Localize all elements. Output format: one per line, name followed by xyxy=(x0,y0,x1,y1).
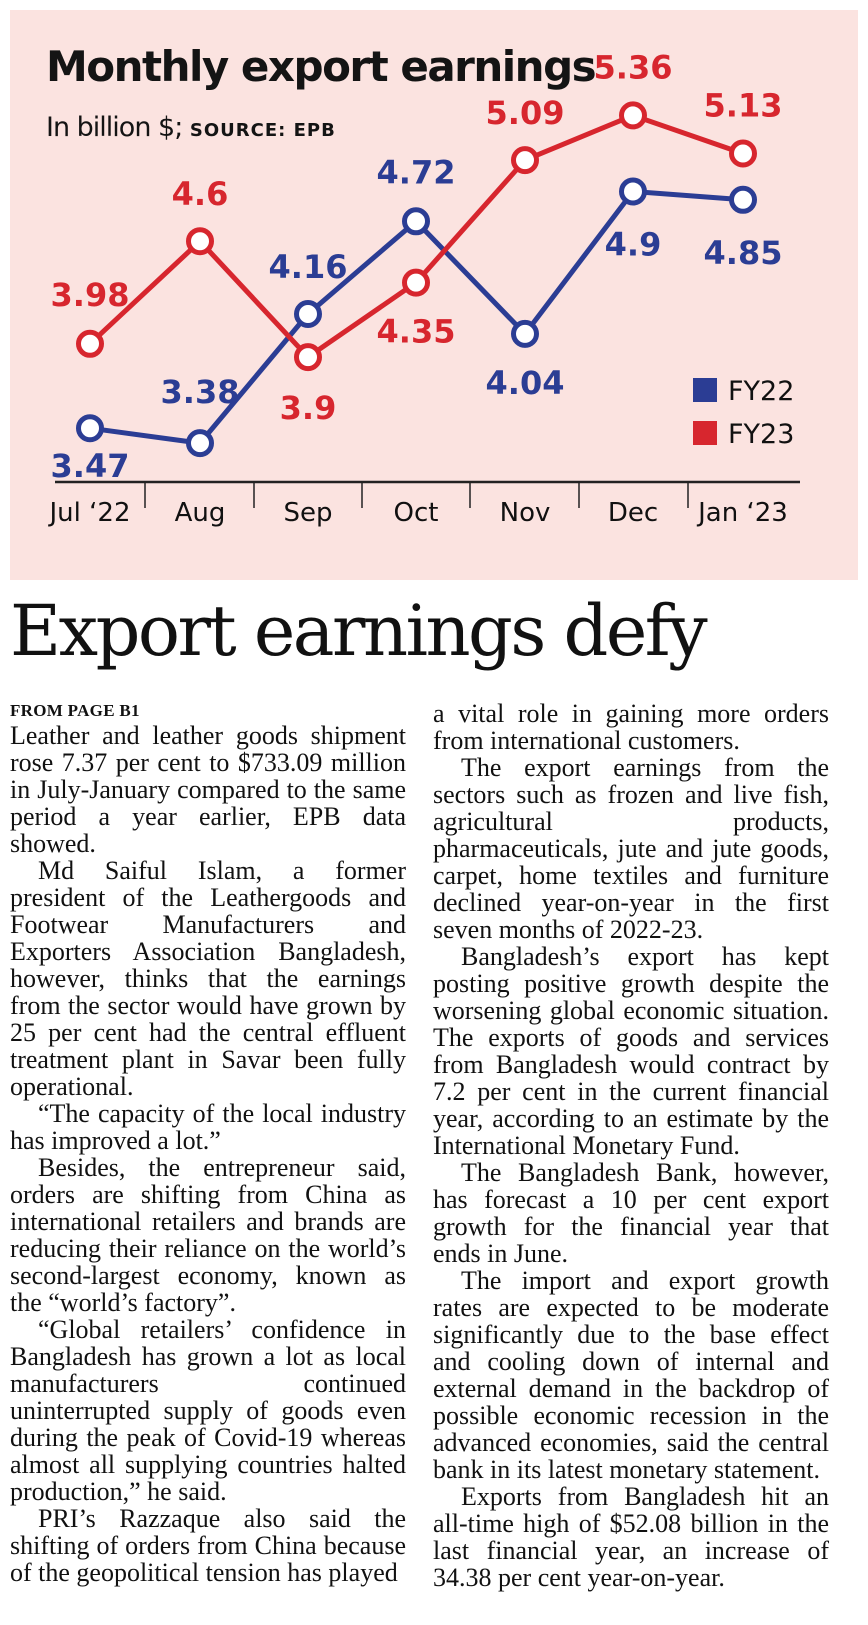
headline: Export earnings defy xyxy=(10,590,706,672)
data-point-fy23 xyxy=(189,230,212,253)
x-tick-label: Nov xyxy=(499,498,551,528)
paragraph: The import and export growth rates are expected to be moderate significantly due to the base effect and cooling down of internal and external demand in the backdrop of possible economic recession in the advanced economies, said the central bank in its latest monetary statement. xyxy=(433,1266,829,1484)
data-point-fy23 xyxy=(622,104,645,127)
data-label-fy23: 5.13 xyxy=(703,86,783,125)
data-label-fy23: 3.9 xyxy=(279,389,337,428)
data-label-fy22: 4.85 xyxy=(703,233,783,272)
article-column-left xyxy=(10,700,406,1586)
data-point-fy23 xyxy=(79,332,102,355)
data-point-fy22 xyxy=(297,303,320,326)
legend-swatch-fy22 xyxy=(693,378,717,402)
data-point-fy22 xyxy=(514,322,537,345)
data-label-fy22: 4.16 xyxy=(268,248,348,286)
data-label-fy23: 4.35 xyxy=(376,312,456,351)
paragraph: Leather and leather goods shipment rose 7.37 per cent to $733.09 million in July-January compared to the same period a year earlier, EPB data showed. xyxy=(10,721,406,858)
line-chart xyxy=(0,0,868,590)
paragraph: a vital role in gaining more orders from international customers. xyxy=(433,699,829,755)
data-label-fy22: 4.9 xyxy=(604,225,662,264)
x-tick-label: Jul ‘22 xyxy=(49,498,131,528)
paragraph: PRI’s Razzaque also said the shifting of orders from China because of the geopolitical tension has played xyxy=(10,1504,406,1587)
chart-unit: In billion $; xyxy=(46,112,183,143)
x-tick-label: Oct xyxy=(393,498,439,528)
legend-swatch-fy23 xyxy=(693,421,717,445)
data-point-fy23 xyxy=(514,149,537,172)
data-label-fy23: 5.09 xyxy=(485,94,565,133)
data-point-fy23 xyxy=(405,271,428,294)
data-label-fy23: 3.98 xyxy=(50,275,130,314)
chart-source: SOURCE: EPB xyxy=(189,120,336,141)
data-point-fy22 xyxy=(79,417,102,440)
x-tick-label: Dec xyxy=(607,498,659,528)
data-point-fy23 xyxy=(732,142,755,165)
chart-title: Monthly export earnings xyxy=(46,42,596,91)
data-label-fy22: 4.72 xyxy=(376,153,456,192)
x-tick-label: Jan ‘23 xyxy=(698,498,788,528)
data-point-fy22 xyxy=(622,180,645,203)
paragraph: Bangladesh’s export has kept posting positive growth despite the worsening global economic situation. The exports of goods and services from Bangladesh would contract by 7.2 per cent in the current financial year, according to an estimate by the International Monetary Fund. xyxy=(433,942,829,1160)
paragraph: “Global retailers’ confidence in Bangladesh has grown a lot as local manufacturers continued uninterrupted supply of goods even during the peak of Covid-19 whereas almost all supplying countries halted production,” he said. xyxy=(10,1315,406,1506)
data-label-fy23: 5.36 xyxy=(593,48,673,87)
data-point-fy22 xyxy=(732,188,755,211)
paragraph: The Bangladesh Bank, however, has forecast a 10 per cent export growth for the financial year that ends in June. xyxy=(433,1158,829,1268)
data-point-fy23 xyxy=(297,346,320,369)
article-column-right xyxy=(433,700,829,1591)
legend-label-fy22: FY22 xyxy=(728,376,795,407)
paragraph: Besides, the entrepreneur said, orders are shifting from China as international retailers and brands are reducing their reliance on the world’s second-largest economy, known as the “world’s factory”. xyxy=(10,1153,406,1317)
paragraph: The export earnings from the sectors such as frozen and live fish, agricultural products, pharmaceuticals, jute and jute goods, carpet, home textiles and furniture declined year-on-year in the first seven months of 2022-23. xyxy=(433,753,829,944)
x-tick-label: Aug xyxy=(174,498,226,528)
legend-label-fy23: FY23 xyxy=(728,419,795,450)
paragraph: Md Saiful Islam, a former president of the Leathergoods and Footwear Manufacturers and Exporters Association Bangladesh, however, thinks that the earnings from the sector would have grown by 25 per cent had the central effluent treatment plant in Savar been fully operational. xyxy=(10,856,406,1101)
paragraph: Exports from Bangladesh hit an all-time high of $52.08 billion in the last financial year, an increase of 34.38 per cent year-on-year. xyxy=(433,1482,829,1592)
data-point-fy22 xyxy=(189,432,212,455)
paragraph: “The capacity of the local industry has improved a lot.” xyxy=(10,1099,406,1155)
data-label-fy22: 3.38 xyxy=(160,373,240,412)
dateline: FROM PAGE B1 xyxy=(10,701,140,720)
data-label-fy22: 4.04 xyxy=(485,363,565,402)
data-label-fy22: 3.47 xyxy=(50,447,130,486)
x-tick-label: Sep xyxy=(283,498,333,528)
data-label-fy23: 4.6 xyxy=(171,175,229,214)
data-point-fy22 xyxy=(405,210,428,233)
